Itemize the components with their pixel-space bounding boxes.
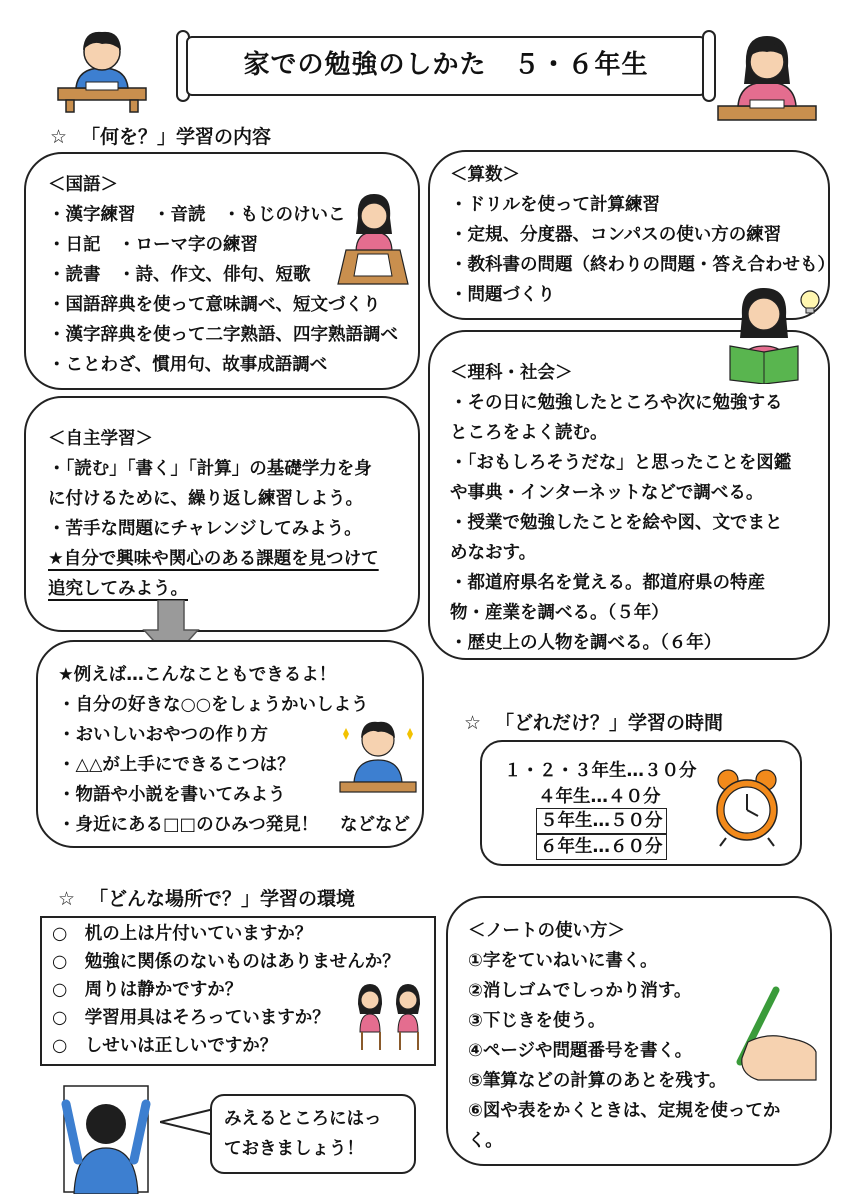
examples-etc: などなど <box>340 815 410 835</box>
kokugo-line: ・ことわざ、慣用句、故事成語調べ <box>48 355 328 375</box>
section-where-heading <box>58 884 355 911</box>
rika-line: 物・産業を調べる。（５年） <box>450 603 669 623</box>
rika-text <box>450 358 791 658</box>
environment-checklist <box>52 920 400 1060</box>
jishu-emph-line: ★自分で興味や関心のある課題を見つけて <box>48 549 379 569</box>
sansu-line: ・問題づくり <box>450 285 555 305</box>
rika-line: や事典・インターネットなどで調べる。 <box>450 483 764 503</box>
section-what-heading <box>50 122 271 149</box>
kokugo-line: ・日記 ・ローマ字の練習 <box>48 235 258 255</box>
examples-header: ★例えば…こんなこともできるよ！ <box>58 665 337 685</box>
env-check-item: ○ 周りは静かですか？ <box>52 980 243 1000</box>
kokugo-line: ・漢字辞典を使って二字熟語、四字熟語調べ <box>48 325 398 345</box>
time-g4: ４年生…４０分 <box>538 787 661 807</box>
section-time-heading <box>464 708 723 735</box>
boy-studying-illustration <box>52 22 152 114</box>
boy-happy-illustration <box>336 710 420 802</box>
note-line: ③下じきを使う。 <box>468 1011 606 1031</box>
jishu-line: ・「読む」「書く」「計算」の基礎学力を身 <box>48 459 372 479</box>
note-line: ②消しゴムでしっかり消す。 <box>468 981 692 1001</box>
jishu-text <box>48 424 379 604</box>
rika-line: ・その日に勉強したところや次に勉強する <box>450 393 783 413</box>
jishu-line: に付けるために、繰り返し練習しよう。 <box>48 489 363 509</box>
person-reading-poster-illustration <box>54 1084 158 1194</box>
hand-with-pen-illustration <box>718 986 818 1082</box>
jishu-emph-line: 追究してみよう。 <box>48 579 188 599</box>
section-what-label: 「何を？」学習の内容 <box>81 126 272 148</box>
rika-line: ・都道府県名を覚える。都道府県の特産 <box>450 573 765 593</box>
sansu-line: ・ドリルを使って計算練習 <box>450 195 660 215</box>
speech-bubble-line: ておきましょう！ <box>224 1139 364 1159</box>
sansu-header: ＜算数＞ <box>450 165 520 185</box>
sparkle-icon <box>407 728 413 740</box>
speech-bubble-line: みえるところにはっ <box>224 1109 382 1129</box>
rika-line: めなおす。 <box>450 543 537 563</box>
sansu-line: ・教科書の問題（終わりの問題・答え合わせも） <box>450 255 835 275</box>
rika-line: ところをよく読む。 <box>450 423 608 443</box>
page-title: 家での勉強のしかた ５・６年生 <box>243 50 649 80</box>
jishu-header: ＜自主学習＞ <box>48 429 153 449</box>
env-check-item: ○ しせいは正しいですか？ <box>52 1036 278 1056</box>
note-line: ⑤筆算などの計算のあとを残す。 <box>468 1071 727 1091</box>
example-item: ・おいしいおやつの作り方 <box>58 725 268 745</box>
note-line: ④ページや問題番号を書く。 <box>468 1041 693 1061</box>
speech-bubble-text <box>224 1104 382 1164</box>
students-sitting-illustration <box>350 980 428 1052</box>
sparkle-icon <box>343 728 349 740</box>
example-item: ・△△が上手にできるこつは？ <box>58 755 295 775</box>
env-check-item: ○ 机の上は片付いていますか？ <box>52 924 313 944</box>
env-check-item: ○ 勉強に関係のないものはありませんか？ <box>52 952 400 972</box>
examples-text <box>58 660 369 840</box>
section-time-label: 「どれだけ？」学習の時間 <box>495 712 724 734</box>
rika-line: ・授業で勉強したことを絵や図、文でまと <box>450 513 783 533</box>
note-line: ①字をていねいに書く。 <box>468 951 658 971</box>
alarm-clock-icon <box>712 766 782 848</box>
lightbulb-icon <box>801 291 819 309</box>
star-outline-icon: ☆ <box>58 888 76 910</box>
kokugo-line: ・国語辞典を使って意味調べ、短文づくり <box>48 295 381 315</box>
jishu-line: ・苦手な問題にチャレンジしてみよう。 <box>48 519 362 539</box>
note-line: ⑥図や表をかくときは、定規を使ってか <box>468 1101 781 1121</box>
star-outline-icon: ☆ <box>50 126 68 148</box>
kokugo-line: ・漢字練習 ・音読 ・もじのけいこ <box>48 205 346 225</box>
title-banner <box>176 30 716 102</box>
example-item: ・身近にある□□のひみつ発見！ <box>58 815 319 835</box>
env-check-item: ○ 学習用具はそろっていますか？ <box>52 1008 330 1028</box>
star-outline-icon: ☆ <box>464 712 482 734</box>
girl-studying-illustration <box>714 26 820 132</box>
note-line: く。 <box>468 1131 503 1151</box>
section-where-label: 「どんな場所で？」学習の環境 <box>89 888 356 910</box>
kokugo-line: ・読書 ・詩、作文、俳句、短歌 <box>48 265 311 285</box>
rika-line: ・「おもしろそうだな」と思ったことを図鑑 <box>450 453 792 473</box>
rika-header: ＜理科・社会＞ <box>450 363 573 383</box>
note-header: ＜ノートの使い方＞ <box>468 921 625 941</box>
example-item: ・物語や小説を書いてみよう <box>58 785 286 805</box>
time-g123: １・２・３年生…３０分 <box>504 761 697 781</box>
sansu-line: ・定規、分度器、コンパスの使い方の練習 <box>450 225 782 245</box>
girl-reading-illustration <box>716 284 824 384</box>
time-g5: ５年生…５０分 <box>536 808 667 834</box>
example-item: ・自分の好きな○○をしょうかいしよう <box>58 695 369 715</box>
girl-writing-illustration <box>334 188 412 288</box>
kokugo-header: ＜国語＞ <box>48 175 118 195</box>
rika-line: ・歴史上の人物を調べる。（６年） <box>450 633 722 653</box>
time-g6: ６年生…６０分 <box>536 834 667 860</box>
